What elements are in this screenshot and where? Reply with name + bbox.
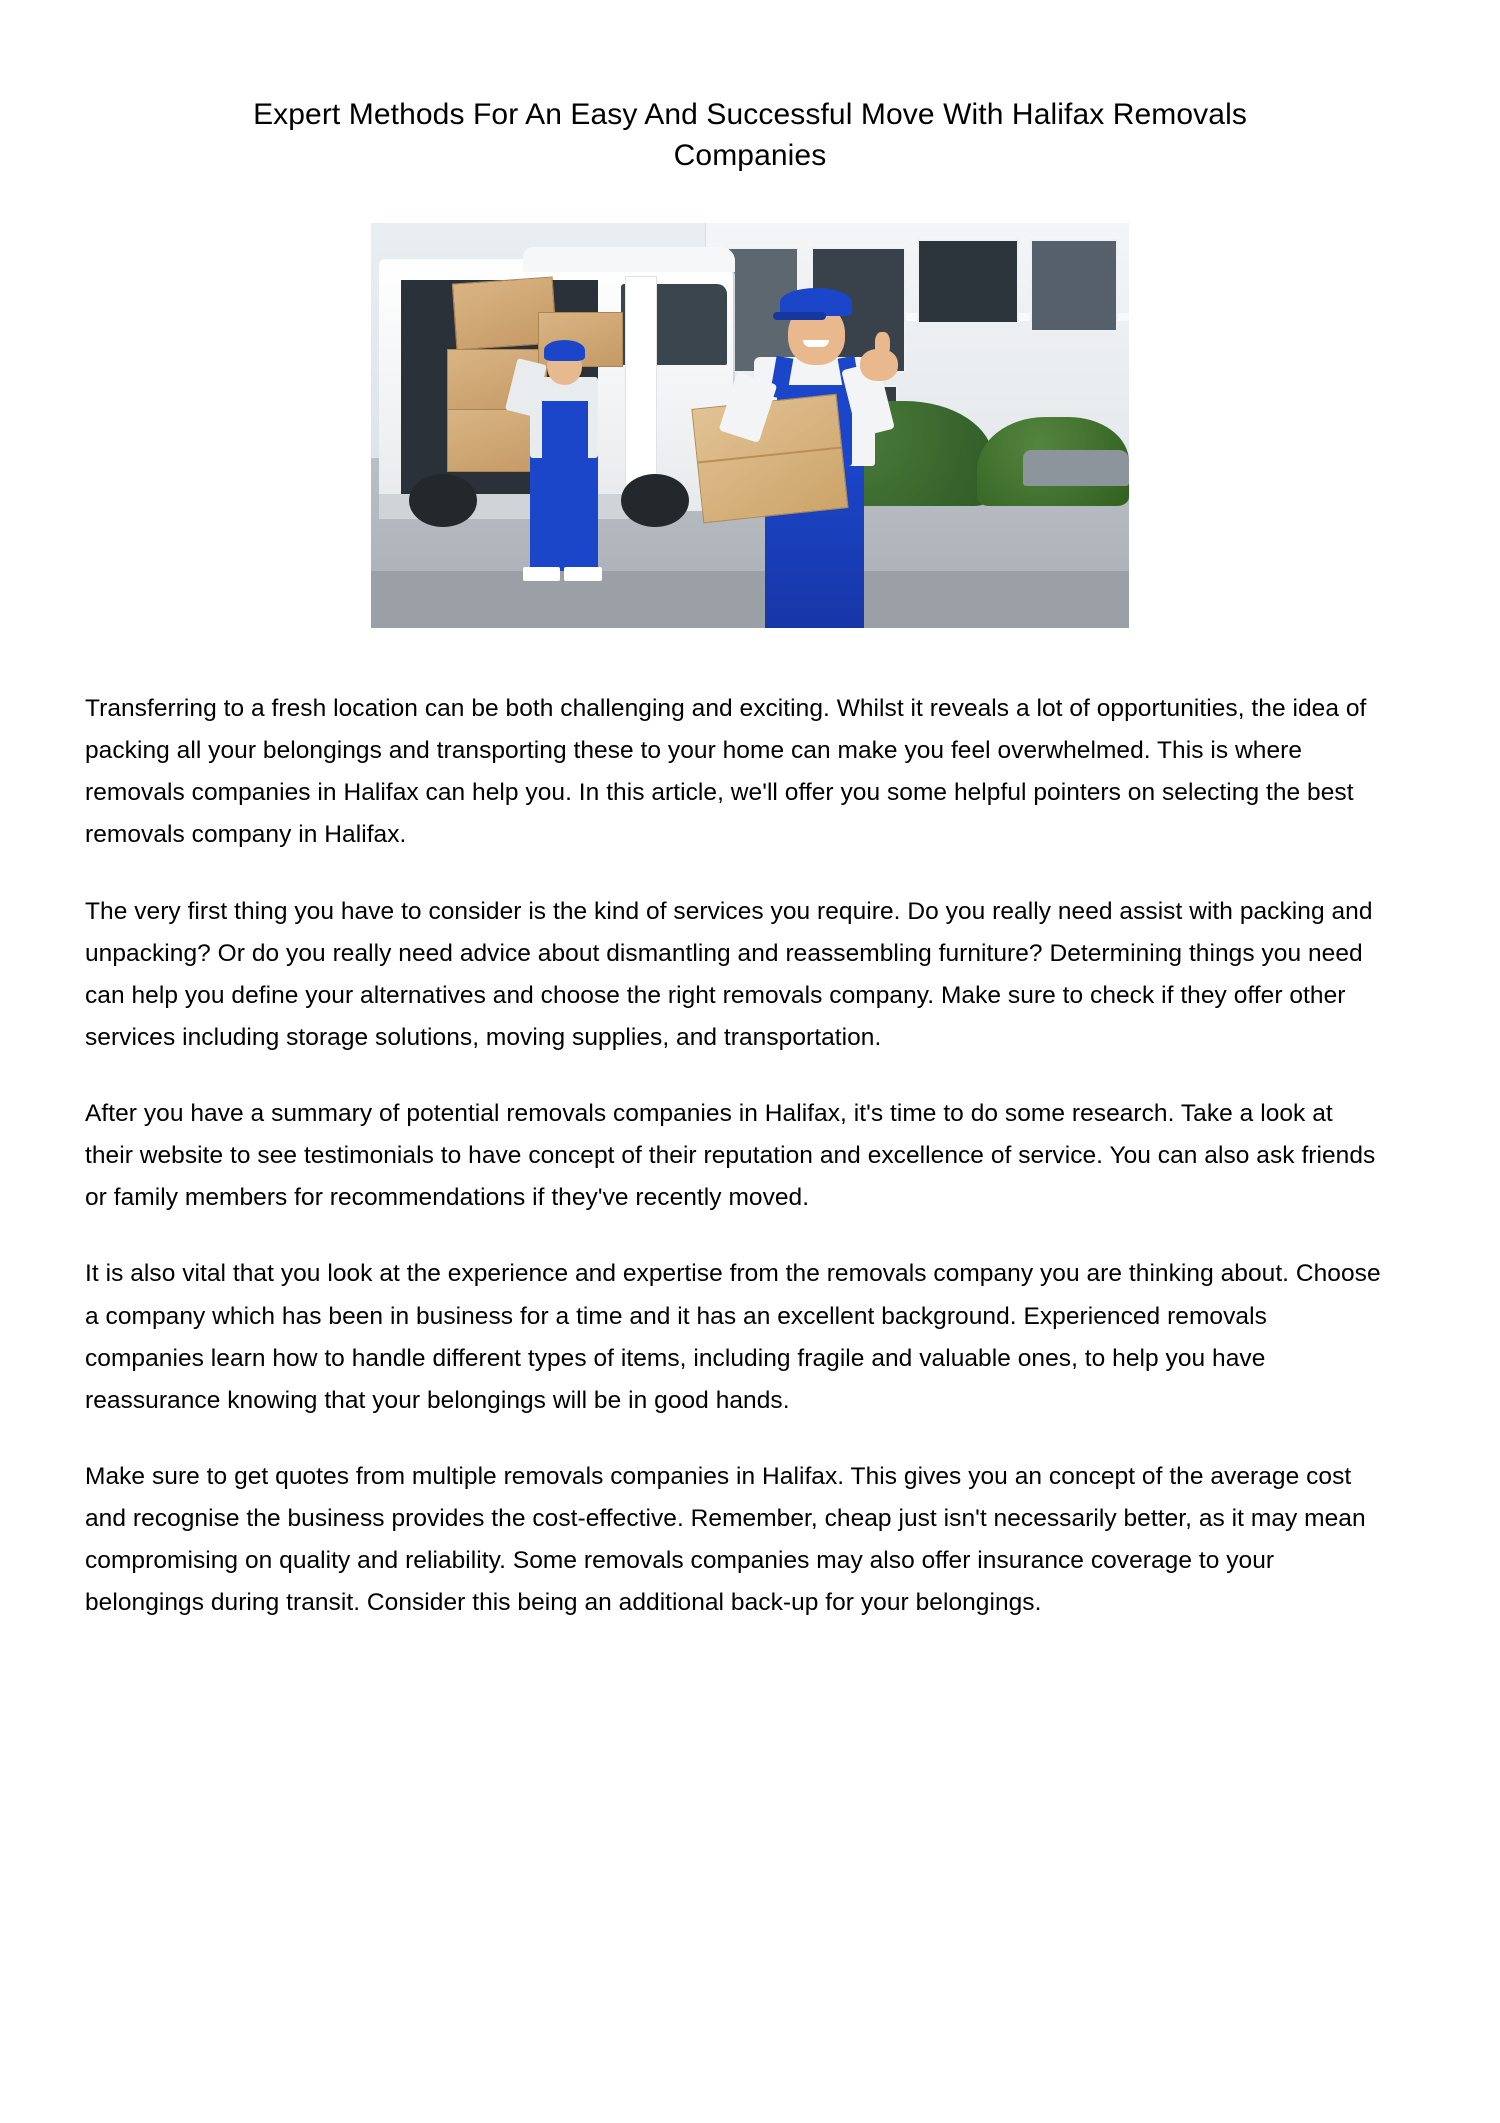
van-open-door <box>625 276 657 505</box>
cardboard-box-icon <box>691 394 848 524</box>
van-wheel <box>409 474 477 527</box>
parked-car-icon <box>1023 450 1129 486</box>
pavement-strip <box>371 571 1129 628</box>
paragraph: The very first thing you have to consider is the kind of services you require. Do you really need assist with packing and unpacking? Or do you really need advice about dismantling and reassembling furniture? Determining things you need can help you define your alternatives and choose the right removals company. Make sure to check if they offer other services including storage solutions, moving supplies, and transportation. <box>85 897 1373 1051</box>
window-icon <box>917 239 1020 324</box>
window-icon <box>1030 239 1117 332</box>
paragraph: It is also vital that you look at the experience and expertise from the removals company you are thinking about. Choose a company which has been in business for a time and it has an excellent background. Experienced removals companies learn how to handle different types of items, including fragile and valuable ones, to help you have reassurance knowing that your belongings will be in good hands. <box>85 1260 1381 1414</box>
paragraph: Transferring to a fresh location can be both challenging and exciting. Whilst it reveals a lot of opportunities, the idea of packing all your belongings and transporting these to your home can make you feel overwhelmed. This is where removals companies in Halifax can help you. In this article, we'll offer you some helpful pointers on selecting the best removals company in Halifax. <box>85 695 1367 849</box>
thumb-shape <box>875 332 890 356</box>
cap-icon <box>544 340 585 360</box>
van-roof <box>523 247 735 271</box>
cap-brim <box>773 312 826 320</box>
page-title: Expert Methods For An Easy And Successful Move With Halifax Removals Companies <box>253 98 1247 172</box>
background-mover-legs <box>530 450 598 572</box>
paragraph: After you have a summary of potential removals companies in Halifax, it's time to do some research. Take a look at their website to see testimonials to have concept of their reputation and excellence of service. You can also ask friends or family members for recommendations if they've recently moved. <box>85 1100 1376 1212</box>
smile-icon <box>803 340 829 346</box>
shoe-icon <box>564 567 602 581</box>
shoe-icon <box>523 567 561 581</box>
background-mover-overalls <box>542 401 587 458</box>
movers-photo <box>371 223 1129 628</box>
van-wheel <box>621 474 689 527</box>
figure-container <box>0 223 1500 628</box>
article-body <box>0 688 1500 1624</box>
paragraph: Make sure to get quotes from multiple removals companies in Halifax. This gives you an concept of the average cost and recognise the business provides the cost-effective. Remember, cheap just isn't necessarily better, as it may mean compromising on quality and reliability. Some removals companies may also offer insurance coverage to your belongings during transit. Consider this being an additional back-up for your belongings. <box>85 1462 1366 1617</box>
